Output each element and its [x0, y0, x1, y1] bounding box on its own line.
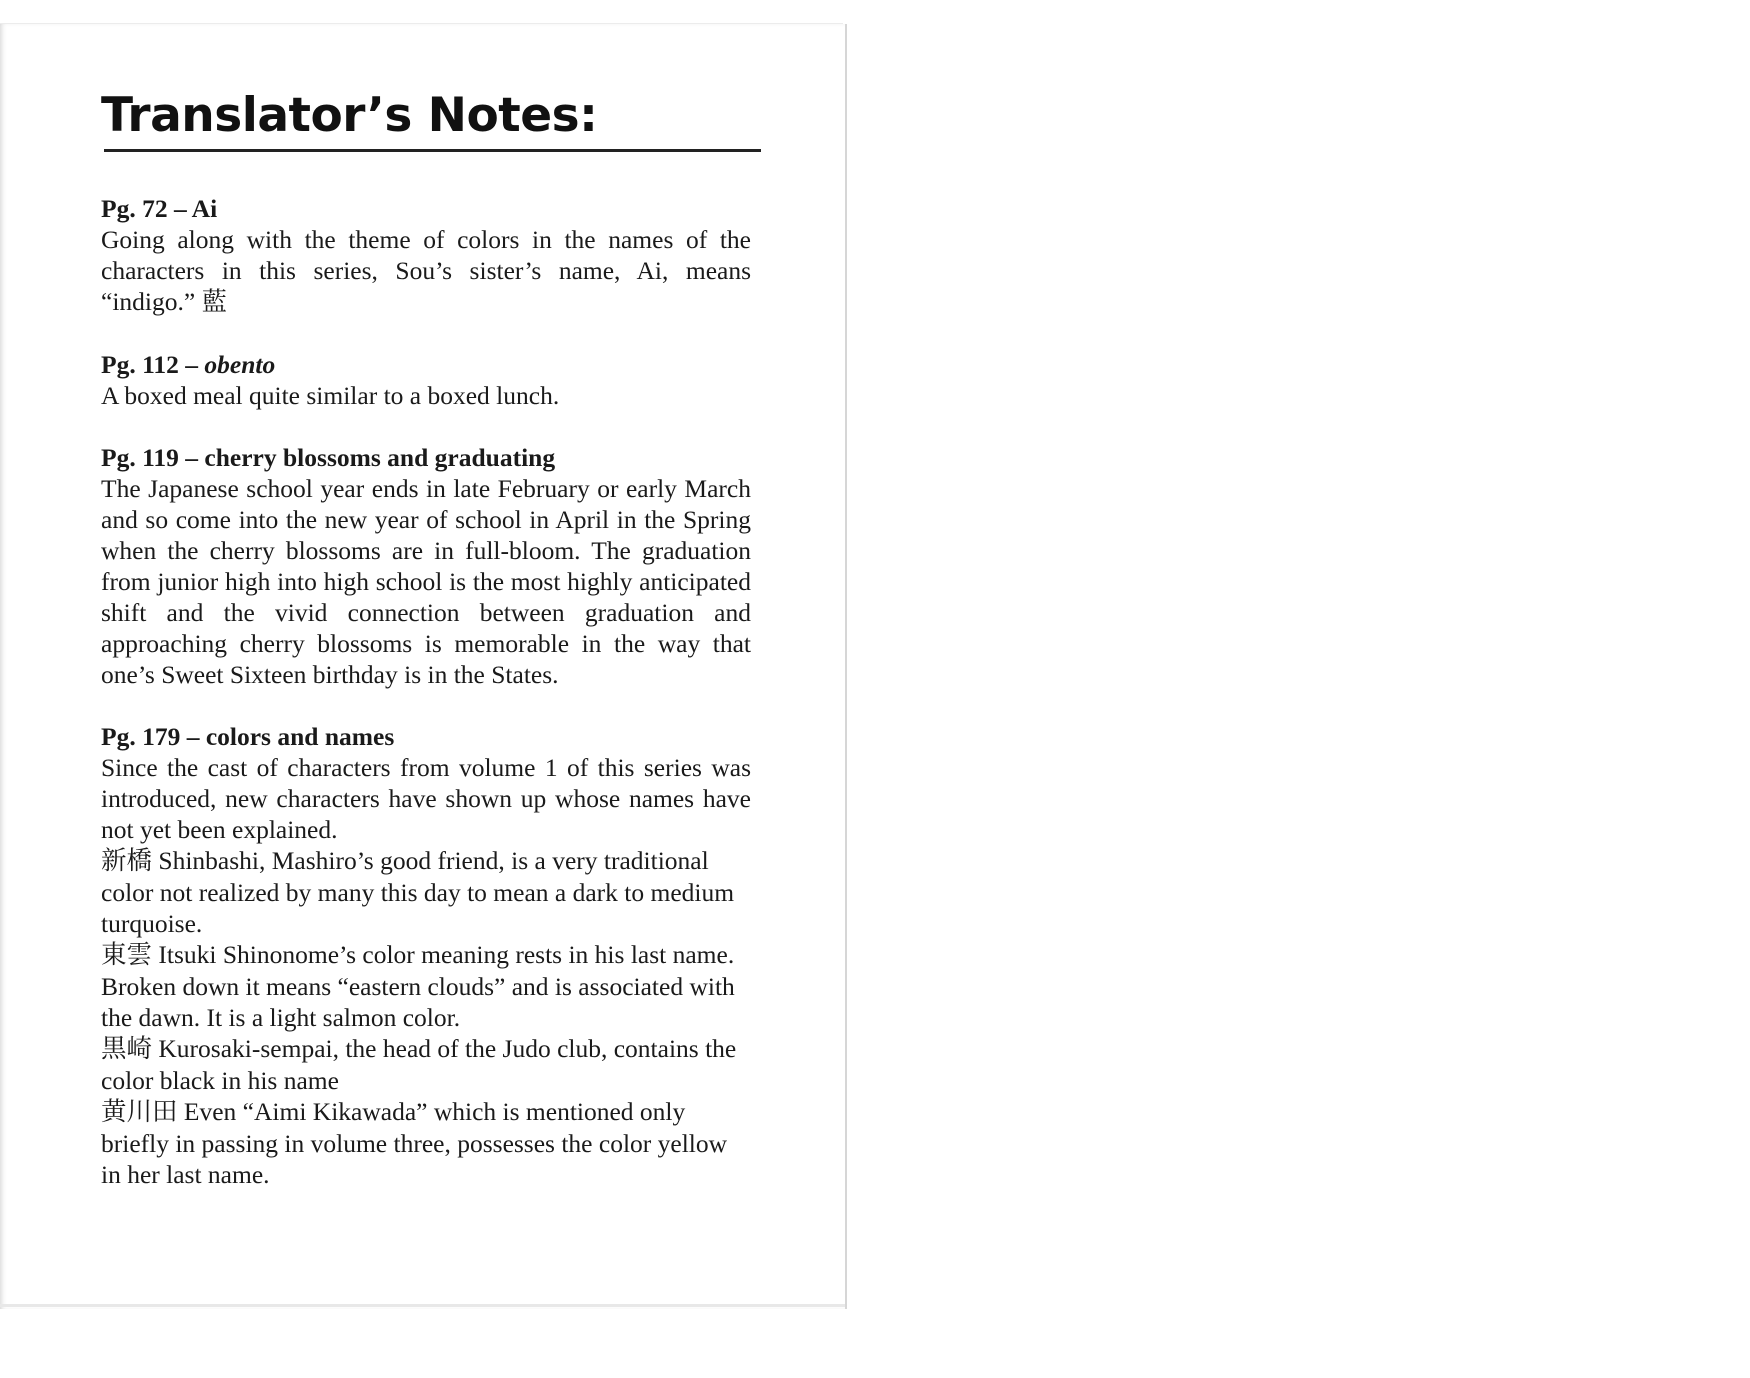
note-page-ref: Pg. 119 –	[101, 443, 205, 472]
note-page-ref: Pg. 112 –	[101, 350, 205, 379]
page-bottom-edge	[0, 1304, 845, 1307]
title-underline	[104, 149, 761, 152]
note-intro: Since the cast of characters from volume 1 of this series was introduced, new characters have shown up whose names have not yet been explained.	[101, 753, 751, 844]
note-body	[101, 224, 751, 318]
note-heading	[101, 193, 751, 224]
note-pg-112	[101, 349, 751, 411]
name-entry-kikawada	[101, 1096, 751, 1190]
kanji-kurosaki: 黒崎	[101, 1034, 153, 1064]
kanji-indigo: 藍	[201, 287, 228, 317]
note-heading	[101, 721, 751, 752]
name-entry-shinbashi	[101, 845, 751, 939]
page-title: Translator’s Notes:	[101, 88, 598, 143]
notes-list	[101, 193, 751, 1221]
name-entry-shinonome	[101, 939, 751, 1033]
kanji-shinonome: 東雲	[101, 940, 153, 970]
kanji-shinbashi: 新橋	[101, 846, 153, 876]
note-body: The Japanese school year ends in late February or early March and so come into the new year of school in April in the Spring when the cherry blossoms are in full-bloom. The graduation from junior high into high school is the most highly anticipated shift and the vivid connection between graduation and approaching cherry blossoms is memorable in the way that one’s Sweet Sixteen birthday is in the States.	[101, 474, 751, 689]
entry-text: Kurosaki-sempai, the head of the Judo club, contains the color black in his name	[101, 1034, 737, 1095]
name-entry-kurosaki	[101, 1033, 751, 1096]
note-term: obento	[204, 350, 276, 379]
note-page-ref: Pg. 179 –	[101, 722, 206, 751]
note-heading	[101, 442, 751, 473]
note-pg-179	[101, 721, 751, 1190]
note-text: Going along with the theme of colors in the names of the characters in this series, Sou’s sister’s name, Ai, means “indigo.”	[101, 225, 751, 316]
note-pg-72	[101, 193, 751, 318]
note-page-ref: Pg. 72 –	[101, 194, 192, 223]
entry-text: Shinbashi, Mashiro’s good friend, is a very traditional color not realized by many this day to mean a dark to medium turquoise.	[101, 846, 735, 938]
note-term: Ai	[191, 194, 218, 223]
note-term: cherry blossoms and graduating	[204, 443, 556, 472]
note-pg-119	[101, 442, 751, 690]
note-term: colors and names	[205, 722, 395, 751]
kanji-kikawada: 黄川田	[101, 1097, 178, 1127]
entry-text: Even “Aimi Kikawada” which is mentioned only briefly in passing in volume three, possesses the color yellow in her last name.	[101, 1097, 728, 1189]
entry-text: Itsuki Shinonome’s color meaning rests in his last name. Broken down it means “eastern clouds” and is associated with the dawn. It is a light salmon color.	[101, 940, 735, 1032]
note-heading	[101, 349, 751, 380]
note-body: A boxed meal quite similar to a boxed lunch.	[101, 381, 560, 410]
